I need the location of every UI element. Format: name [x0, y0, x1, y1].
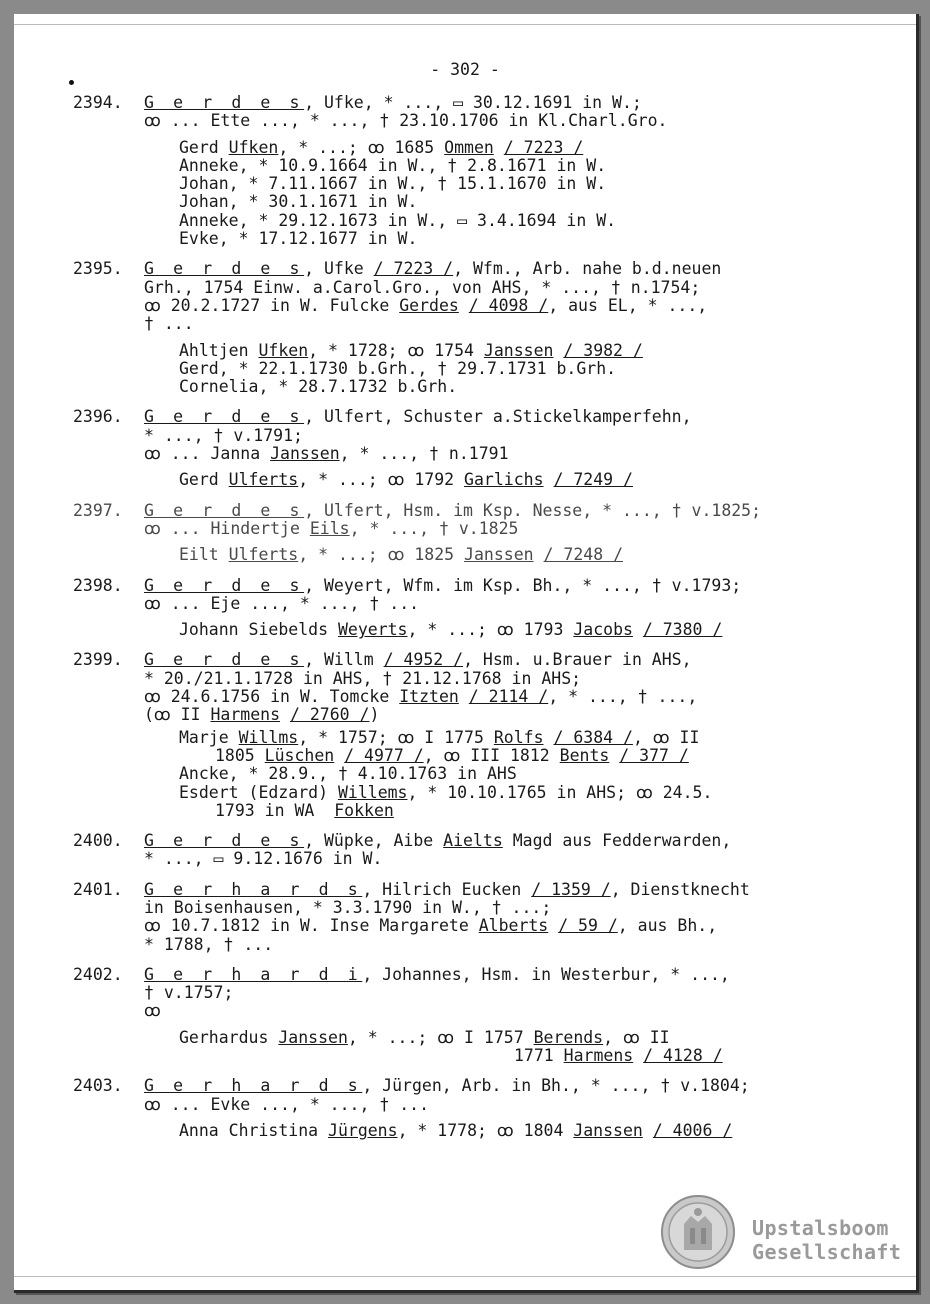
- child-line: Johann Siebelds Weyerts, * ...; ꝏ 1793 Jacobs / 7380 /: [179, 620, 723, 640]
- cross-reference: / 4006 /: [652, 1120, 733, 1140]
- entry-line: ꝏ ... Eje ..., * ..., † ...: [144, 593, 420, 613]
- cross-reference: / 7223 /: [503, 137, 584, 157]
- stamp-line-1: Upstalsboom: [752, 1216, 889, 1240]
- cross-reference: / 1359 /: [531, 879, 611, 899]
- children-list: [73, 1122, 833, 1140]
- entry-surname: G e r h a r d s: [144, 1076, 363, 1096]
- child-line: 1793 in WA Fokken: [215, 800, 394, 820]
- entry-number: 2394.: [73, 93, 123, 112]
- child-line: Ahltjen Ufken, * 1728; ꝏ 1754 Janssen / 3982 /: [179, 340, 643, 360]
- stamp-line-2: Gesellschaft: [752, 1240, 902, 1264]
- cross-reference: / 59 /: [558, 916, 618, 936]
- entry-line: ꝏ: [144, 1001, 161, 1021]
- entry-line: ꝏ ... Ette ..., * ..., † 23.10.1706 in Kl.Charl.Gro.: [144, 111, 668, 131]
- entry-line: * 1788, † ...: [144, 934, 274, 954]
- bottom-frame-line: [14, 1276, 916, 1277]
- cross-reference: / 4977 /: [344, 745, 424, 765]
- entry-line: ꝏ ... Janna Janssen, * ..., † n.1791: [144, 444, 509, 464]
- cross-reference: / 7380 /: [642, 620, 723, 640]
- entry-line: (ꝏ II Harmens / 2760 /): [144, 705, 380, 725]
- child-line: Gerd Ulferts, * ...; ꝏ 1792 Garlichs / 7249 /: [179, 470, 633, 490]
- entry-surname: G e r d e s: [144, 259, 305, 279]
- entry-number: 2400.: [73, 831, 123, 851]
- entry-line: ꝏ ... Evke ..., * ..., † ...: [144, 1094, 430, 1114]
- child-line: Gerd, * 22.1.1730 b.Grh., † 29.7.1731 b.Grh.: [179, 358, 617, 378]
- entry-2397: 2397. G e r d e s, Ulfert, Hsm. im Ksp. Nesse, * ..., † v.1825; ꝏ ... Hindertje Eils, * ..., † v.1825 Eilt Ulferts, * ...; ꝏ 1825 Janssen / 7248 /: [73, 502, 833, 565]
- entry-line: ꝏ 24.6.1756 in W. Tomcke Itzten / 2114 /, * ..., † ...,: [144, 687, 698, 707]
- child-line: Ancke, * 28.9., † 4.10.1763 in AHS: [179, 764, 517, 784]
- entry-surname: G e r h a r d s: [144, 879, 363, 899]
- entry-number: 2401.: [73, 879, 123, 899]
- children-list: [73, 342, 833, 397]
- entry-line: ꝏ ... Hindertje Eils, * ..., † v.1825: [144, 518, 519, 538]
- entry-line: * 20./21.1.1728 in AHS, † 21.12.1768 in AHS;: [144, 668, 582, 688]
- cross-reference: / 4952 /: [383, 650, 464, 670]
- entry-surname: G e r d e s: [144, 650, 305, 670]
- seal-icon: [660, 1194, 736, 1270]
- entry-number: 2399.: [73, 650, 123, 670]
- entry-line: in Boisenhausen, * 3.3.1790 in W., † ...;: [144, 897, 552, 917]
- entry-2402: 2402. G e r h a r d i, Johannes, Hsm. in Westerbur, * ..., † v.1757; ꝏ Gerhardus Janssen, * ...; ꝏ I 1757 Berends, ꝏ II 1771 Harmens / 4128 /: [73, 966, 833, 1065]
- child-line: Gerd Ufken, * ...; ꝏ 1685 Ommen / 7223 /: [179, 137, 584, 157]
- child-line: Esdert (Edzard) Willems, * 10.10.1765 in AHS; ꝏ 24.5.: [179, 782, 713, 802]
- entry-2395: 2395. G e r d e s, Ufke / 7223 /, Wfm., Arb. nahe b.d.neuen Grh., 1754 Einw. a.Carol.Gro., von AHS, * ..., † n.1754; ꝏ 20.2.1727 in W. Fulcke Gerdes / 4098 /, aus EL, * ..., † ... Ahltjen Ufken, * 1728; ꝏ 1754 Janssen / 3982 / Gerd, * 22.1.1730 b.Grh., † 29.7.1731 b.Grh. Cornelia, * 28.7.1732 b.Grh.: [73, 260, 833, 396]
- entry-surname: G e r d e s: [144, 407, 305, 427]
- entry-line: * ..., ▭ 9.12.1676 in W.: [144, 849, 383, 869]
- entry-2401: 2401. G e r h a r d s, Hilrich Eucken / 1359 /, Dienstknecht in Boisenhausen, * 3.3.1790 in W., † ...; ꝏ 10.7.1812 in W. Inse Margarete Alberts / 59 /, aus Bh., * 1788, † ...: [73, 881, 833, 954]
- cross-reference: / 4128 /: [643, 1046, 723, 1066]
- society-stamp: [660, 1194, 910, 1274]
- child-line: Marje Willms, * 1757; ꝏ I 1775 Rolfs / 6384 /, ꝏ II: [179, 727, 700, 747]
- entry-surname: G e r d e s: [144, 575, 305, 595]
- document-page: [14, 14, 919, 1293]
- entry-number: 2397.: [73, 500, 123, 520]
- genealogy-entries: [73, 94, 833, 1152]
- entry-number: 2396.: [73, 407, 123, 427]
- entry-surname: G e r h a r d i: [144, 964, 363, 984]
- child-line: Anneke, * 10.9.1664 in W., † 2.8.1671 in W.: [179, 155, 607, 175]
- cross-reference: / 7223 /: [373, 259, 454, 279]
- children-list: [73, 546, 833, 564]
- entry-number: 2402.: [73, 964, 123, 984]
- entry-line: † v.1757;: [144, 983, 234, 1003]
- child-line: 1805 Lüschen / 4977 /, ꝏ III 1812 Bents / 377 /: [215, 745, 689, 765]
- entry-2396: 2396. G e r d e s, Ulfert, Schuster a.Stickelkamperfehn, * ..., † v.1791; ꝏ ... Janna Janssen, * ..., † n.1791 Gerd Ulferts, * ...; ꝏ 1792 Garlichs / 7249 /: [73, 408, 833, 489]
- children-list: [73, 729, 833, 820]
- entry-2400: 2400. G e r d e s, Wüpke, Aibe Aielts Magd aus Fedderwarden, * ..., ▭ 9.12.1676 in W.: [73, 832, 833, 869]
- entry-2394: 2394. G e r d e s, Ufke, * ..., ▭ 30.12.1691 in W.; ꝏ ... Ette ..., * ..., † 23.10.1706 in Kl.Charl.Gro. Gerd Ufken, * ...; ꝏ 1685 Ommen / 7223 / Anneke, * 10.9.1664 in W., † 2.8.1671 in W. Johan, * 7.11.1667 in W., † 15.1.1670 in W. Johan, * 30.1.1671 in W. Anneke, * 29.12.1673 in W., ▭ 3.4.1694 in W. Evke, * 17.12.1677 in W.: [73, 94, 833, 248]
- cross-reference: / 2114 /: [468, 687, 549, 707]
- entry-number: 2398.: [73, 575, 123, 595]
- entry-line: † ...: [144, 314, 194, 334]
- cross-reference: / 3982 /: [563, 340, 643, 360]
- ink-dot: [69, 80, 74, 85]
- cross-reference: / 2760 /: [289, 705, 370, 725]
- children-list: [73, 1029, 833, 1066]
- top-frame-line: [14, 24, 916, 25]
- entry-line: * ..., † v.1791;: [144, 425, 303, 445]
- children-list: [73, 471, 833, 489]
- entry-number: 2403.: [73, 1076, 123, 1096]
- entry-2398: 2398. G e r d e s, Weyert, Wfm. im Ksp. Bh., * ..., † v.1793; ꝏ ... Eje ..., * ..., † ... Johann Siebelds Weyerts, * ...; ꝏ 1793 Jacobs / 7380 /: [73, 577, 833, 640]
- cross-reference: / 6384 /: [553, 727, 633, 747]
- cross-reference: / 7248 /: [543, 545, 624, 565]
- children-list: [73, 139, 833, 249]
- child-line: Eilt Ulferts, * ...; ꝏ 1825 Janssen / 7248 /: [179, 545, 624, 565]
- child-line: 1771 Harmens / 4128 /: [514, 1046, 723, 1066]
- entry-line: ꝏ 10.7.1812 in W. Inse Margarete Alberts / 59 /, aus Bh.,: [144, 916, 718, 936]
- entry-2399: 2399. G e r d e s, Willm / 4952 /, Hsm. u.Brauer in AHS, * 20./21.1.1728 in AHS, † 21.12.1768 in AHS; ꝏ 24.6.1756 in W. Tomcke Itzten / 2114 /, * ..., † ..., (ꝏ II Harmens / 2760 /) Marje Willms, * 1757; ꝏ I 1775 Rolfs / 6384 /, ꝏ II 1805 Lüschen / 4977 /, ꝏ III 1812 Bents / 377 / Ancke, * 28.9., † 4.10.1763 in AHS Esdert (Edzard) Willems, * 10.10.1765 in AHS; ꝏ 24.5. 1793 in WA Fokken: [73, 651, 833, 820]
- child-line: Johan, * 30.1.1671 in W.: [179, 192, 418, 212]
- entry-surname: G e r d e s: [144, 93, 305, 112]
- child-line: Anna Christina Jürgens, * 1778; ꝏ 1804 Janssen / 4006 /: [179, 1120, 733, 1140]
- child-line: Anneke, * 29.12.1673 in W., ▭ 3.4.1694 in W.: [179, 210, 617, 230]
- page-number: - 302 -: [430, 60, 500, 79]
- cross-reference: / 377 /: [619, 745, 689, 765]
- entry-surname: G e r d e s: [144, 500, 305, 520]
- cross-reference: / 4098 /: [468, 295, 549, 315]
- entry-line: Grh., 1754 Einw. a.Carol.Gro., von AHS, * ..., † n.1754;: [144, 277, 701, 297]
- child-line: Evke, * 17.12.1677 in W.: [179, 229, 418, 249]
- child-line: Johan, * 7.11.1667 in W., † 15.1.1670 in W.: [179, 174, 607, 194]
- entry-surname: G e r d e s: [144, 831, 305, 851]
- child-line: Gerhardus Janssen, * ...; ꝏ I 1757 Berends, ꝏ II: [179, 1027, 670, 1047]
- entry-2403: 2403. G e r h a r d s, Jürgen, Arb. in Bh., * ..., † v.1804; ꝏ ... Evke ..., * ..., † ... Anna Christina Jürgens, * 1778; ꝏ 1804 Janssen / 4006 /: [73, 1077, 833, 1140]
- children-list: [73, 621, 833, 639]
- cross-reference: / 7249 /: [553, 470, 633, 490]
- child-line: Cornelia, * 28.7.1732 b.Grh.: [179, 377, 458, 397]
- entry-line: ꝏ 20.2.1727 in W. Fulcke Gerdes / 4098 /, aus EL, * ...,: [144, 295, 708, 315]
- entry-number: 2395.: [73, 259, 123, 279]
